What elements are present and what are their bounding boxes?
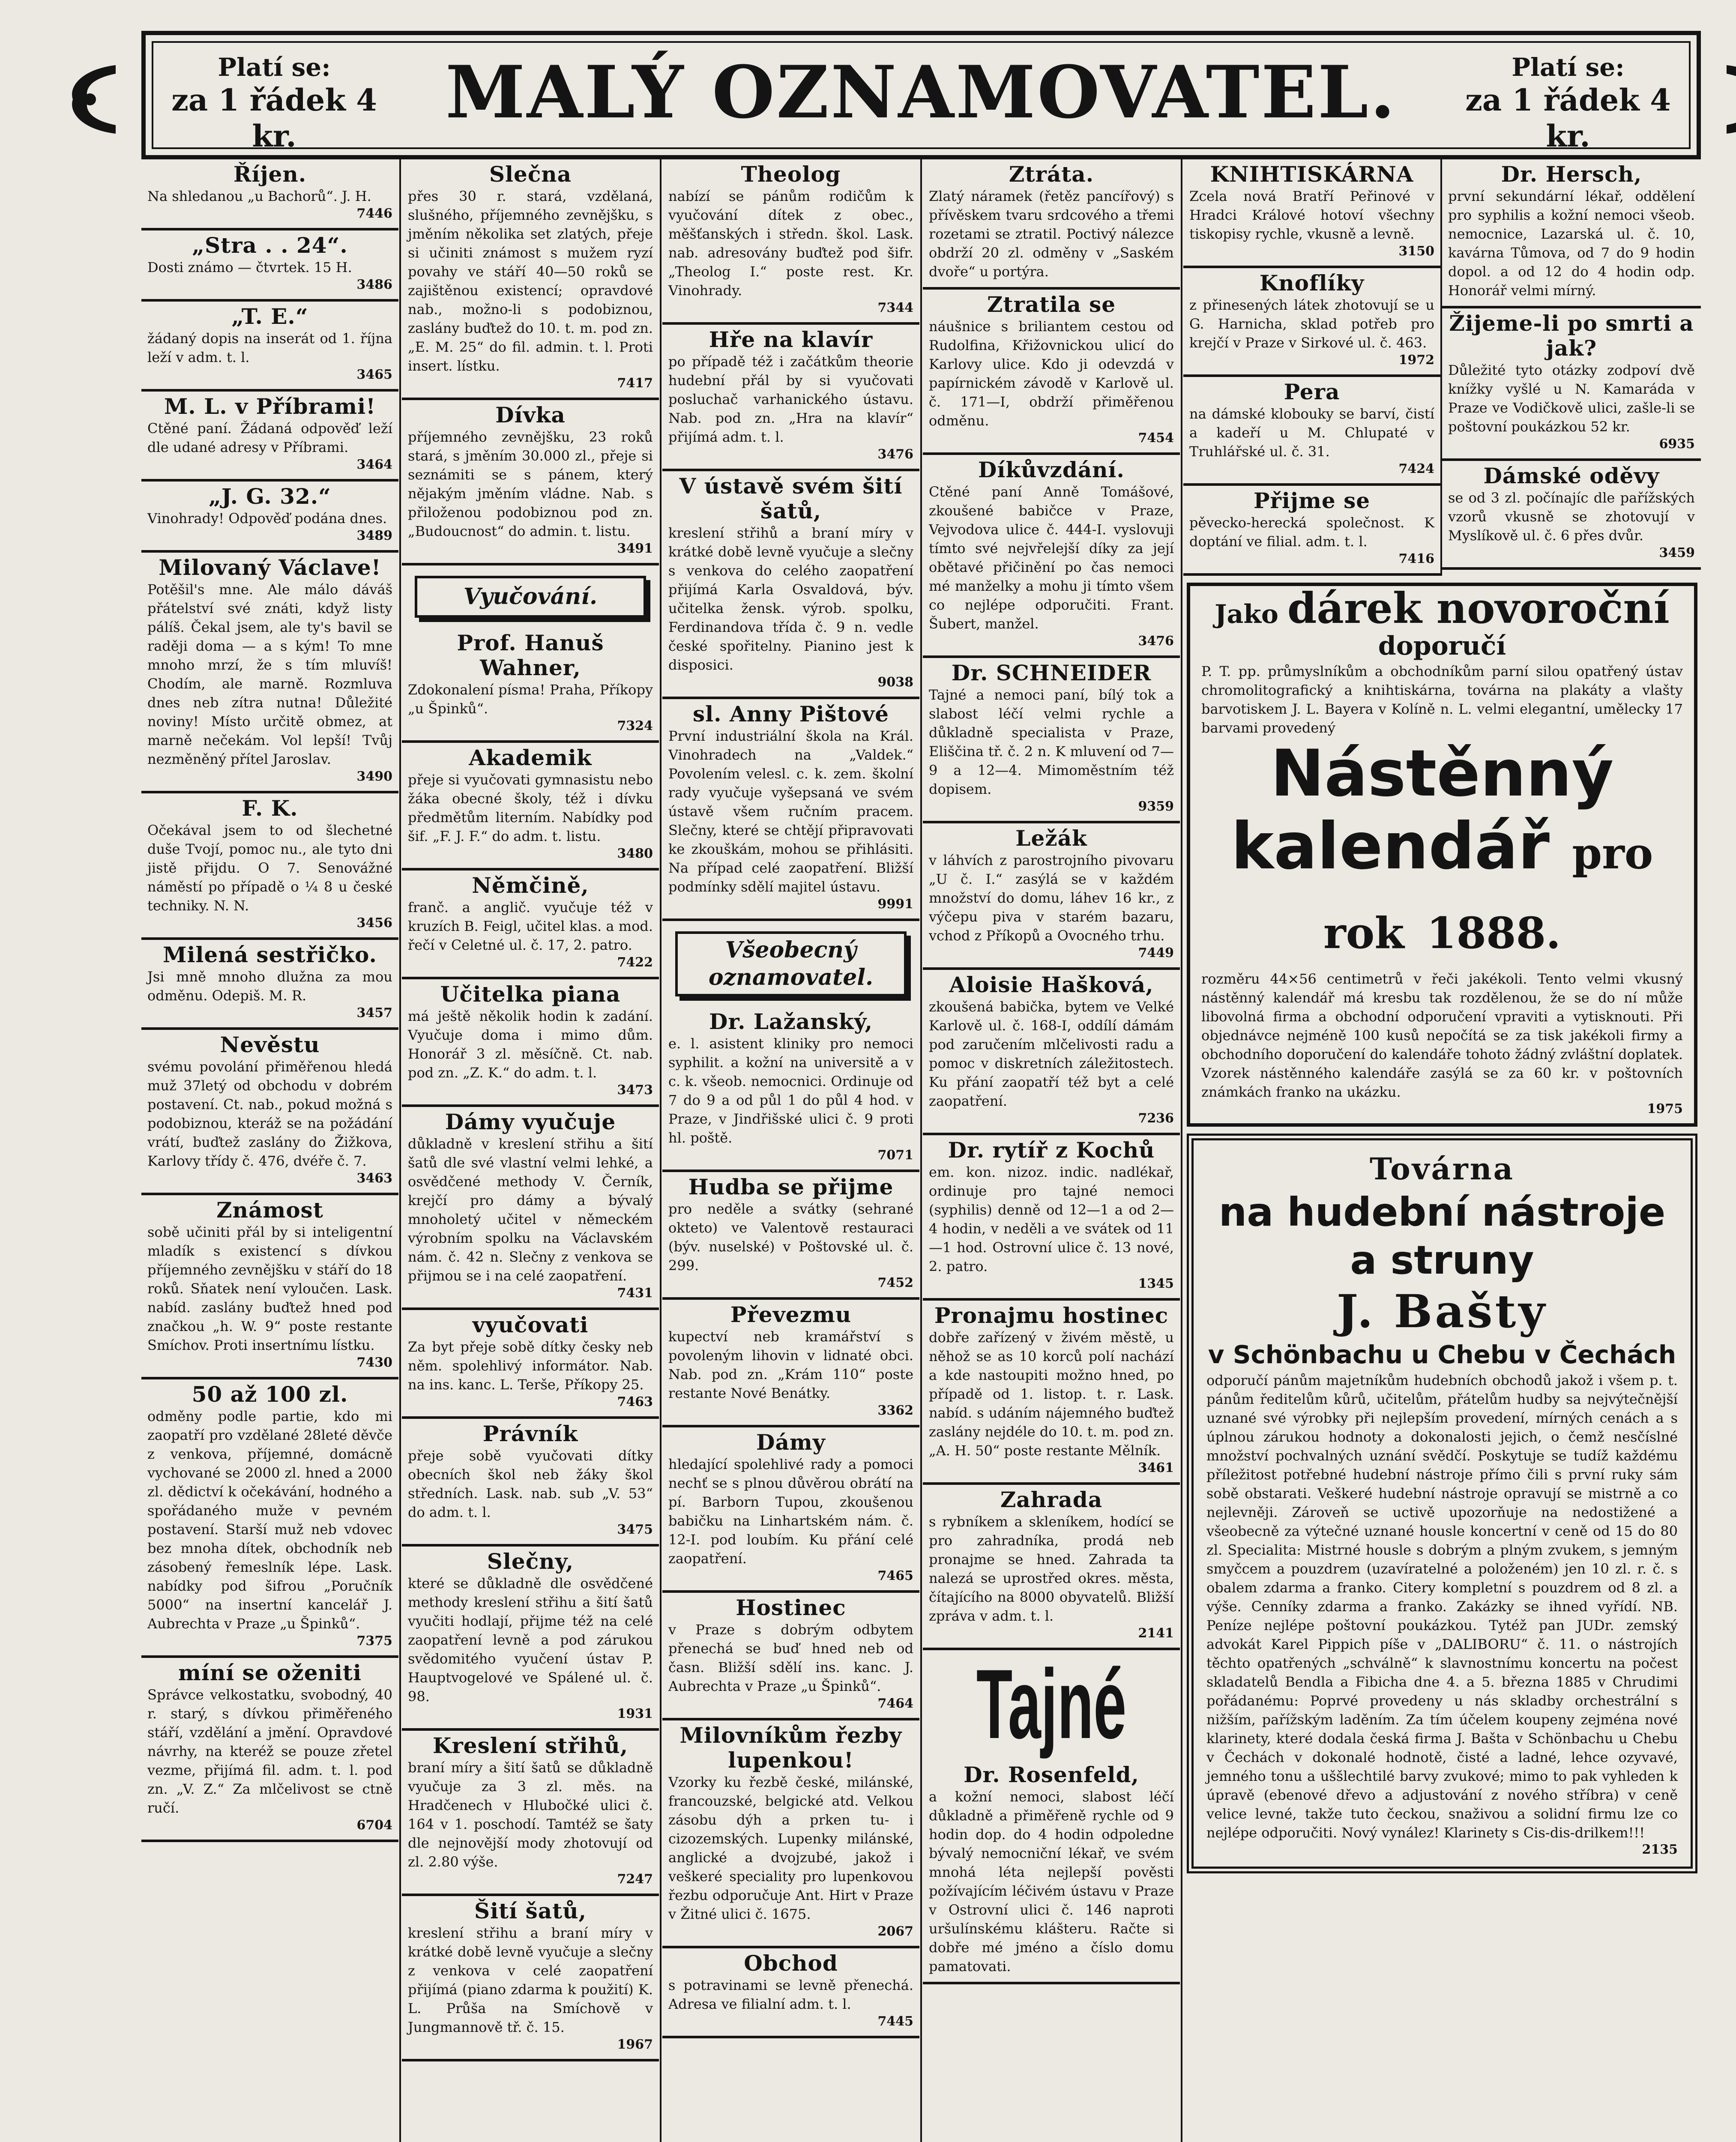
ad-text: Potěšil's mne. Ale málo dáváš přátelství své znáti, když listy pálíš. Čekal jsem, ale ty's bavil se raději doma — a s kým! To mne mnoho mrzí, že s tím mluvíš! Chodím, ale marně. Rozmluva dnes neb zítra nutna! Důležité noviny! Místo určitě obmez, at marně nečekám. Vol lepší! Tvůj nezměněný přítel Jaroslav. [147, 581, 392, 767]
ad-item [402, 400, 659, 565]
ad-number: 7430 [356, 1355, 392, 1370]
price-note-left-l2: za 1 řádek 4 kr. [171, 82, 377, 154]
ad-text: a kožní nemoci, slabost léčí důkladně a přiměřeně rychle od 9 hodin dop. do 4 hodin odpoledne bývalý nemocniční lékař, ve svém mnohá léta nejlepší pověsti požívajícím léčivém ústavu v Praze v Ostrovní ulici č. 146 naproti uršulínskému klášteru. Račte si dobře mé jméno a číslo domu pamatovati. [929, 1789, 1174, 1974]
ad-number: 6704 [356, 1818, 392, 1833]
ad-heading: Říjen. [233, 162, 307, 187]
ad-number: 3489 [356, 528, 392, 543]
ad-number: 3475 [617, 1522, 653, 1537]
ad-heading: Známost [216, 1197, 323, 1223]
ad-text: žádaný dopis na inserát od 1. října leží v adm. t. l. [147, 330, 392, 365]
factory-body: odporučí pánům majetníkům hudebních obchodů jakož i všem p. t. pánům ředitelům kůrů, učitelům, přátelům hudby sa nejvýtečnější uznané své výrobky při nejlepším provedení, mírných cenách a s úplnou zárukou hodnoty a dokonalosti jejich, o čemž nesčíslné množství pochvalných uznání svědčí. Poskytuje se tudíž každému příležitost potřebné hudební nástroje přímo čili s první ruky sám sobě obstarati. Veškeré hudební nástroje opravují se mistrně a co nejlevněji. Zároveň se uctivě upozorňuje na nedostižené a všeobecně za výtečné uznané housle koncertní v ceně od 15 do 80 zl. Specialita: Mistrné housle s dobrým a plným zvukem, s jemným smyčcem a pouzdrem (uzavíratelné a položeném) jen 10 zl. r. č. s obalem zdarma a franko. Citery kompletní s pouzdrem od 8 zl. a výše. Cenníky zdarma a franko. Zakázky se ihned vyřídí. NB. Peníze nejlépe poštovní poukázkou. Tytéž pan JUDr. zemský advokát Karel Pippich píše v „DALIBORU“ č. 11. o nástrojích těchto opatřených „schválně“ k slavnostnímu koncertu na počest skladatelů Bendla a Fibicha dne 4. a 5. března 1885 v Chrudimi pořádanému: Poprvé provedeny u nás skladby orchestrální s nižším, pařížským laděním. Za tím účelem koupeny zejména nové klarinety, které dodala česká firma J. Bašta v Schönbachu u Chebu v Čechách v dokonalé hodnotě, čisté a ladné, lehce ozyvavé, jemného tonu a uššlechtilé barvy zvukové; mimo to pak vyhleden k úpravě (ebenové dřevo a adjustování z nového stříbra) v ceně velice levné, takže tuto čeckou, snaživou a solidní firmu lze co nejlépe odporučiti. Nový vynález! Klarinety s Cis-dis-drilkem!!! [1206, 1372, 1678, 1841]
ad-heading: vyučovati [472, 1312, 589, 1337]
ad-item [402, 628, 659, 743]
ad-number: 1345 [1138, 1276, 1174, 1291]
ad-number: 3465 [356, 367, 392, 382]
ad-number: 3457 [356, 1005, 392, 1020]
ad-text: kreslení střihu a braní míry v krátké době levně vyučuje a slečny z venkova v celé zaopatření přijímá (piano zdarma k použití) K. L. Průša na Smíchově v Jungmannově tř. č. 15. [408, 1925, 653, 2035]
ornament-right-icon [1722, 61, 1736, 138]
ad-number: 7449 [1138, 945, 1174, 960]
ad-heading: Milená sestřičko. [163, 942, 377, 967]
ad-text: na dámské klobouky se barví, čistí a kadeří u M. Chlupaté v Truhlářské ul. č. 31. [1189, 406, 1434, 460]
ad-number: 7324 [617, 718, 653, 733]
ad-item [141, 392, 398, 482]
ad-text: v Praze s dobrým odbytem přenechá se buď hned neb od časn. Bližší sdělí ins. kanc. J. Aubrechta v Praze „u Špinků“. [668, 1621, 913, 1694]
ad-text: odměny podle partie, kdo mi zaopatří pro vzdělané 28leté děvče z venkova, příjemné, domácně vychované se 2000 zl. hned a 2000 zl. dědictví k očekávání, hodného a spořádaného muže v pevném postavení. Starší muž neb vdovec bez mnoha dítek, obchodník neb zásobený řemeslník lépe. Lask. nabídky pod šifrou „Poručník 5000“ na insertní kancelář J. Aubrechta v Praze „u Špinků“. [147, 1408, 392, 1632]
ad-item [662, 1427, 919, 1593]
ad-heading: Dr. Rosenfeld, [964, 1762, 1139, 1787]
ad-item [402, 1547, 659, 1731]
section-heading-line2: oznamovatel. [708, 964, 874, 990]
ad-item [402, 1107, 659, 1310]
ad-item [923, 290, 1180, 455]
ad-text: dobře zařízený v živém městě, u něhož se as 10 korců polí nachází a kde nastoupiti možno hned, po případě od 1. listop. t. r. Lask. nabíd. s udáním nájemného buďtež zaslány nejdéle do 10. t. m. pod zn. „A. H. 50“ poste restante Mělník. [929, 1329, 1174, 1459]
calendar-title: Nástěnný kalendář [1231, 736, 1614, 884]
calendar-big: dárek novoroční [1287, 584, 1670, 633]
ad-item [662, 1948, 919, 2038]
instrument-factory-advert [1187, 1134, 1697, 1873]
ad-item [923, 455, 1180, 658]
ad-item [402, 979, 659, 1107]
ad-text: Na shledanou „u Bachorů“. J. H. [147, 188, 371, 204]
price-note-left [163, 52, 386, 154]
ad-number: 3461 [1138, 1460, 1174, 1475]
ad-heading: Pronajmu hostinec [934, 1303, 1169, 1328]
ornament-left-icon [64, 61, 120, 138]
factory-title-2: na hudební nástroje a struny [1218, 1189, 1666, 1283]
ad-text: Jsi mně mnoho dlužna za mou odměnu. Odepiš. M. R. [147, 969, 392, 1004]
calendar-body-2: rozměru 44×56 centimetrů v řeči jakékoli. Tento velmi vkusný nástěnný kalendář má kresbu tak rozdělenou, že se do ní může libovolná firma a obchodní odporučení vpraviti a vytisknouti. Při objednávce nejméně 100 kusů nepočítá se za tisk jakékoli firmy a obchodního doporučení do kalendáře tohoto žádný zvláštní doplatek. Vzorek nástěnného kalendáře zasýlá se za 60 kr. v poštovních známkách franko na ukázku. [1201, 971, 1683, 1100]
ad-item [662, 471, 919, 699]
ad-number: 3476 [1138, 634, 1174, 649]
ad-heading: Ležák [1015, 826, 1087, 851]
ad-text: braní míry a šití šatů se důkladně vyučuje za 3 zl. měs. na Hradčenech v Hlubočké ulici č. 164 v 1. poschodí. Tamtéž se šaty dle nejnovější mody zhotovují od zl. 2.80 výše. [408, 1759, 653, 1870]
ad-item [141, 230, 398, 302]
column-3-teaching-ads [662, 159, 919, 921]
ad-text: se od 3 zl. počínajíc dle pařížských vzorů vkusně se zhotovují v Myslíkově ul. č. 6 přes dvůr. [1448, 490, 1695, 544]
ad-number: 3464 [356, 457, 392, 472]
ad-heading: Díkůvzdání. [978, 457, 1125, 482]
column-2-teaching-ads [402, 628, 659, 2061]
ad-text: kreslení střihů a braní míry v krátké době levně vyučuje a slečny s venkova do celého zaopatření přijímá Karla Osvaldová, býv. učitelka žensk. výrob. spolku, Ferdinandova třída č. 9 n. vedle české spořitelny. Pianino jest k disposici. [668, 525, 913, 673]
calendar-pro-rok: pro rok [1323, 828, 1653, 958]
ad-number: 7344 [877, 300, 913, 315]
ad-number: 3473 [617, 1083, 653, 1098]
ad-heading: Dámy vyučuje [445, 1109, 616, 1134]
ad-number: 1931 [617, 1706, 653, 1721]
ad-number: 1972 [1398, 353, 1434, 368]
newspaper-page [141, 31, 1701, 2142]
column-2 [402, 159, 659, 2142]
ad-text: s rybníkem a skleníkem, hodící se pro zahradníka, prodá neb pronajme se hned. Zahrada ta nalezá se uprostřed okres. města, čítajícího na 8000 obyvatelů. Bližší zpráva v adm. t. l. [929, 1514, 1174, 1624]
ad-item [1442, 308, 1701, 461]
ad-number: 7446 [356, 206, 392, 221]
ad-rosenfeld [923, 1760, 1180, 1984]
ad-item [402, 871, 659, 979]
ad-text: Zcela nová Bratří Peřinové v Hradci Králové hotoví všechny tiskopisy rychle, vkusně a levně. [1189, 188, 1434, 242]
ad-text: z přinesených látek zhotovují se u G. Harnicha, sklad potřeb pro krejčí v Praze v Sirkové ul. č. 463. [1189, 297, 1434, 351]
ad-number: 6935 [1659, 437, 1695, 452]
ad-number: 3490 [356, 769, 392, 784]
ad-heading: Kreslení střihů, [432, 1733, 628, 1758]
ad-heading: Ztráta. [1009, 162, 1094, 187]
ad-number: 7431 [617, 1286, 653, 1301]
ad-item [923, 159, 1180, 290]
ad-heading: M. L. v Příbrami! [164, 394, 376, 419]
ad-heading: KNIHTISKÁRNA [1210, 162, 1414, 187]
ad-item [1442, 461, 1701, 570]
ad-number: 7452 [877, 1275, 913, 1290]
ad-text: přeje sobě vyučovati dítky obecních škol neb žáky škol středních. Lask. nab. sub „V. 53“ do adm. t. l. [408, 1448, 653, 1520]
ad-number: 3463 [356, 1171, 392, 1186]
ad-heading: Dívka [495, 402, 566, 428]
section-heading-line1: Všeobecný [725, 937, 857, 963]
ad-text: Očekával jsem to od šlechetné duše Tvojí, pomoc nu., ale tyto dni jistě přijdu. O 7. Senovážné náměstí po případě o ¼ 8 u české techniky. N. N. [147, 822, 392, 914]
ad-text: zkoušená babička, bytem ve Velké Karlově ul. č. 168-I, oddílí dámám pod zaručením mlčelivosti radu a pomoc v diskretních záležitostech. Ku přání zaopatří též byt a celé zaopatření. [929, 999, 1174, 1109]
ad-number: 3456 [356, 915, 392, 930]
ad-text: Vinohrady! Odpověď podána dnes. [147, 510, 387, 527]
calendar-number: 1975 [1647, 1101, 1683, 1116]
column-4 [923, 159, 1180, 2142]
ad-text: Vzorky ku řezbě české, milánské, francouzské, belgické atd. Velkou zásobu dýh a prken tu- i cizozemských. Lupenky milánské, anglické a dvojzubé, jakož i veškeré speciality pro lupenkovou řezbu odporučuje Ant. Hirt v Praze v Žitné ulici č. 1675. [668, 1774, 913, 1922]
ad-item [662, 699, 919, 921]
ad-text: přes 30 r. stará, vzdělaná, slušného, příjemného zevnějšku, s jměním několika set zlatých, přeje si učiniti známost s mužem ryzí povahy ve stáří 40—50 roků se zajištěnou existencí; opravdové nab., možno-li s podobiznou, zaslány buďtež do 10. t. m. pod zn. „E. M. 25“ do fil. admin. t. l. Proti insert. lístku. [408, 188, 653, 374]
ad-text: Zdokonalení písma! Praha, Příkopy „u Špinků“. [408, 682, 653, 717]
ad-number: 2141 [1138, 1626, 1174, 1641]
ad-number: 9359 [1138, 799, 1174, 814]
ad-text: em. kon. nizoz. indic. nadlékař, ordinuje pro tajné nemoci (syphilis) denně od 12—1 a od 2—4 hodin, v neděli a ve svátek od 11—1 hod. Ostrovní ulice č. 13 nové, 2. patro. [929, 1164, 1174, 1274]
ad-item [662, 1720, 919, 1948]
section-heading-vseobecny [675, 931, 907, 996]
ad-text: přeje si vyučovati gymnasistu nebo žáka obecné školy, též i dívku předmětům literním. Nabídky pod šif. „F. J. F.“ do adm. t. listu. [408, 772, 653, 844]
ad-item [923, 1301, 1180, 1485]
ad-text: první sekundární lékař, oddělení pro syphilis a kožní nemoci všeob. nemocnice, Lazarská ul. č. 10, kavárna Tůmova, od 7 do 9 hodin dopol. a od 12 do 4 hodin odp. Honorář velmi mírný. [1448, 188, 1695, 299]
ad-text: Správce velkostatku, svobodný, 40 r. starý, s dívkou přiměřeného stáří, vzdělání a jmění. Opravdové návrhy, na kteréž se pouze zřetel vezme, přijímá fil. adm. t. l. pod zn. „V. Z.“ Za mlčelivost se ctně ručí. [147, 1687, 392, 1816]
ad-text: Dosti známo — čtvrtek. 15 H. [147, 259, 352, 275]
ad-text: Ctěné paní. Žádaná odpověď leží dle udané adresy v Příbrami. [147, 420, 392, 455]
ad-text: svému povolání přiměřenou hledá muž 37letý od obchodu v dobrém postavení. Ct. nab., pokud možná s podobiznou, kteráž se na požádání vrátí, buďtež zaslány do Žižkova, Karlovy třídy č. 476, dvéře č. 7. [147, 1059, 392, 1169]
ad-number: 7375 [356, 1633, 392, 1648]
ad-item [141, 1658, 398, 1842]
ad-heading: „T. E.“ [231, 304, 308, 329]
ad-number: 7071 [877, 1148, 913, 1163]
ad-heading: „J. G. 32.“ [209, 484, 331, 509]
ad-item [662, 1593, 919, 1720]
ad-number: 3491 [617, 541, 653, 556]
ad-text: pěvecko-herecká společnost. K doptání ve filial. adm. t. l. [1189, 515, 1434, 550]
ad-item [402, 1896, 659, 2061]
ad-text: Ctěné paní Anně Tomášové, zkoušené babičce v Praze, Vejvodova ulice č. 444-I. vyslovuji tímto své nejvřelejší díky za její obětavé přičinění po čas nemoci mé manželky a mohu ji tímto všem co nejlépe odporučiti. Frant. Šubert, manžel. [929, 484, 1174, 632]
ad-text: po případě též i začátkům theorie hudební přál by si vyučovati posluchač varhanického ústavu. Nab. pod zn. „Hra na klavír“ přijímá adm. t. l. [668, 353, 913, 445]
ad-number: 7416 [1398, 551, 1434, 566]
ad-number: 1967 [617, 2037, 653, 2052]
factory-title-3: J. Bašty [1336, 1284, 1548, 1338]
ad-text: Za byt přeje sobě dítky česky neb něm. spolehlivý informátor. Nab. na ins. kanc. L. Terše, Příkopy 25. [408, 1339, 653, 1393]
ad-item [141, 1195, 398, 1379]
ad-heading: Hudba se přijme [688, 1174, 894, 1200]
ad-heading: Hostinec [736, 1595, 846, 1620]
ad-item [1183, 159, 1440, 268]
ad-text: pro neděle a svátky (sehrané okteto) ve Valentově restauraci (býv. nuselské) v Poštovské ul. č. 299. [668, 1201, 913, 1274]
ad-item [402, 743, 659, 871]
ad-item [402, 1731, 659, 1896]
ad-item [402, 1419, 659, 1547]
ad-number: 7464 [877, 1696, 913, 1711]
factory-title-4: v Schönbachu u Chebu v Čechách [1208, 1340, 1676, 1369]
ad-heading: „Stra . . 24“. [192, 233, 348, 258]
ad-number: 7463 [617, 1394, 653, 1409]
column-2-personal-ads [402, 159, 659, 565]
ad-item [662, 159, 919, 325]
ad-item [141, 1379, 398, 1658]
ad-heading: Milovaný Václave! [159, 555, 381, 580]
masthead [141, 31, 1701, 159]
ad-text: Důležité tyto otázky zodpoví dvě knížky vyšlé u N. Kamaráda v Praze ve Vodičkově ulici, zašle-li se poštovní poukázkou 52 kr. [1448, 362, 1695, 435]
ad-text: Tajné a nemoci paní, bílý tok a slabost léčí velmi rychle a důkladně specialista v Praze, Eliščina tř. č. 2 n. K mluvení od 7—9 a 12—4. Mimoměstním též dopisem. [929, 687, 1174, 797]
ad-number: 3150 [1398, 244, 1434, 259]
column-3-general-ads [662, 1007, 919, 2038]
ad-heading: Dámy [756, 1430, 826, 1455]
ad-item [141, 302, 398, 392]
ad-heading: Dámské oděvy [1483, 463, 1660, 488]
section-heading-vyucovani: Vyučování. [415, 576, 646, 618]
ad-heading: Nevěstu [220, 1032, 320, 1057]
ad-number: 7424 [1398, 461, 1434, 476]
ad-heading: Akademik [469, 745, 592, 770]
ad-text: e. l. asistent kliniky pro nemoci syphilit. a kožní na universitě a v c. k. všeob. nemocnici. Ordinuje od 7 do 9 a od půl 1 do půl 4 hod. v Praze, v Jindřišské ulici č. 9 proti hl. poště. [668, 1035, 913, 1146]
ad-item [923, 970, 1180, 1135]
ad-heading: Ztratila se [987, 292, 1116, 317]
ad-number: 7247 [617, 1872, 653, 1887]
ad-heading: F. K. [242, 796, 298, 821]
ad-number: 7465 [877, 1568, 913, 1583]
ad-item [141, 553, 398, 793]
ad-number: 9991 [877, 897, 913, 912]
ad-number: 2067 [877, 1924, 913, 1939]
ad-text: Zlatý náramek (řetěz pancířový) s přívěskem tvaru srdcového a třemi rozetami se ztratil. Poctivý nálezce obdrží 20 zl. odměny v „Saském dvoře“ u portýra. [929, 188, 1174, 280]
ad-heading: 50 až 100 zl. [192, 1382, 348, 1407]
ad-heading: Šití šatů, [474, 1898, 587, 1924]
ad-heading: Němčině, [472, 873, 589, 898]
ad-item [402, 1310, 659, 1419]
ad-number: 7417 [617, 376, 653, 391]
ad-text: příjemného zevnějšku, 23 roků stará, s jměním 30.000 zl., přeje si seznámiti se s pánem, který nějakým jměním vládne. Nab. s přiloženou podobiznou pod zn. „Budoucnost“ do admin. t. listu. [408, 429, 653, 539]
price-note-right-l2: za 1 řádek 4 kr. [1465, 82, 1671, 154]
ad-number: 9038 [877, 675, 913, 690]
ad-heading: Právník [482, 1421, 578, 1446]
ad-number: 3476 [877, 447, 913, 462]
ad-heading: Slečna [489, 162, 572, 187]
ad-item [1183, 268, 1440, 377]
ad-item [141, 940, 398, 1030]
ad-heading: Prof. Hanuš Wahner, [457, 630, 604, 680]
ad-text: franč. a anglič. vyučuje též v kruzích B. Feigl, učitel klas. a mod. řečí v Celetné ul. č. 17, 2. patro. [408, 899, 653, 953]
ad-heading: Obchod [744, 1951, 838, 1976]
calendar-advert [1187, 583, 1697, 1127]
ad-text: hledající spolehlivé rady a pomoci nechť se s plnou důvěrou obrátí na pí. Barborn Tupou, zkoušenou babičku na Linhartském nám. č. 12-I. pod loubím. Ku přání celé zaopatření. [668, 1456, 913, 1567]
tajne-display-heading: Tajné [976, 1649, 1127, 1759]
ad-item [1442, 159, 1701, 308]
masthead-title: MALÝ OZNAMOVATEL. [445, 50, 1397, 135]
ad-heading: V ústavě svém šití šatů, [679, 473, 903, 524]
ad-heading: Dr. rytíř z Kochů [948, 1137, 1155, 1163]
ad-text: s potravinami se levně přenechá. Adresa ve filialní adm. t. l. [668, 1977, 913, 2012]
calendar-pre: Jako [1215, 599, 1278, 629]
price-note-right-l1: Platí se: [1512, 53, 1625, 82]
ad-heading: Zahrada [1000, 1487, 1103, 1512]
factory-title-1: Továrna [1370, 1151, 1515, 1187]
ad-item [1183, 377, 1440, 486]
ad-item [923, 823, 1180, 970]
ad-item [662, 325, 919, 471]
ad-number: 7236 [1138, 1111, 1174, 1126]
ad-item [662, 1300, 919, 1427]
ad-item [141, 793, 398, 940]
ad-heading: Aloisie Hašková, [949, 972, 1154, 997]
ad-number: 7445 [877, 2014, 913, 2029]
ad-heading: Knoflíky [1259, 270, 1365, 296]
ad-heading: Theolog [741, 162, 841, 187]
ad-heading: Dr. SCHNEIDER [951, 660, 1152, 685]
calendar-year: 1888. [1426, 908, 1561, 958]
ad-item [923, 1485, 1180, 1650]
ad-item [141, 1030, 398, 1195]
ad-item [662, 1172, 919, 1300]
calendar-headline [1201, 584, 1683, 662]
ad-item [923, 658, 1180, 823]
ad-heading: Pera [1284, 379, 1340, 404]
column-3 [662, 159, 919, 2142]
ad-item [402, 159, 659, 400]
ad-text: sobě učiniti přál by si inteligentní mladík s existencí s dívkou příjemného zevnějšku v stáří do 18 roků. Sňatek není vyloučen. Lask. nabíd. zaslány buďtež hned pod značkou „h. W. 9“ poste restante Smíchov. Proti insertnímu lístku. [147, 1224, 392, 1353]
ad-item [1183, 486, 1440, 576]
calendar-post: doporučí [1378, 631, 1506, 661]
ad-item [662, 1007, 919, 1172]
column-1 [141, 159, 398, 2142]
ad-number: 7454 [1138, 431, 1174, 446]
ad-text: v láhvích z parostrojního pivovaru „U č. I.“ zasýlá se v každém množství do domu, láhev 16 kr., z výčepu piva v starém bazaru, vchod z Příkopů a Ovocného trhu. [929, 852, 1174, 944]
ad-item [923, 1135, 1180, 1301]
ad-heading: míní se oženiti [178, 1660, 362, 1685]
column-5-left-ads [1183, 159, 1442, 576]
ad-heading: Hře na klavír [709, 327, 873, 352]
ad-item [141, 159, 398, 230]
ad-number: 3459 [1659, 545, 1695, 560]
ad-heading: sl. Anny Pištové [693, 701, 889, 727]
column-5 [1183, 159, 1701, 2142]
ad-heading: Přijme se [1253, 488, 1371, 513]
ad-number: 7422 [617, 955, 653, 970]
ad-text: důkladně v kreslení střihu a šití šatů dle své vlastní velmi lehké, a osvědčené methody V. Černík, krejčí pro dámy a bývalý mnoholetý učitel v německém výrobním spolku na Václavském nám. č. 42 n. Slečny z venkova se přijmou se i na celé zaopatření. [408, 1136, 653, 1284]
ad-text: má ještě několik hodin k zadání. Vyučuje doma i mimo dům. Honorář 3 zl. měsíčně. Ct. nab. pod zn. „Z. K.“ do adm. t. l. [408, 1008, 653, 1081]
ad-text: První industriální škola na Král. Vinohradech na „Valdek.“ Povolením velesl. c. k. zem. školní rady vyučuje vyšepsaná ve svém ústavě všem ručním pracem. Slečny, které se chtějí připravovati ke zkouškám, mohou se přihlásiti. Na případ celé zaopatření. Bližší podmínky sdělí majitel ústavu. [668, 728, 913, 895]
ad-heading: Dr. Hersch, [1501, 162, 1642, 187]
calendar-title-line [1201, 737, 1683, 969]
ad-number: 3362 [877, 1403, 913, 1418]
calendar-body-1: P. T. pp. průmyslníkům a obchodníkům parní silou opatřený ústav chromolitografický a knihtiskárna, továrna na plakáty a vlašty barvotiskem J. L. Bayera v Kolíně n. L. velmi elegantní, umělecky 17 barvami provedený [1201, 663, 1683, 736]
column-4-ads [923, 159, 1180, 1650]
ad-text: kupectví neb kramářství s povoleným lihovin v lidnaté obci. Nab. pod zn. „Krám 110“ poste restante Nové Benátky. [668, 1328, 913, 1401]
price-note-left-l1: Platí se: [218, 53, 331, 82]
price-note-right [1457, 52, 1679, 154]
ad-heading: Žijeme-li po smrti a jak? [1449, 311, 1694, 361]
column-5-top-ads [1183, 159, 1701, 576]
ad-heading: Dr. Lažanský, [709, 1009, 873, 1034]
ad-heading: Slečny, [487, 1549, 574, 1574]
ad-text: které se důkladně dle osvědčené methody kreslení střihu a šití šatů vyučiti hodlají, přijme též na celé zaopatření levně a pod zárukou svědomitého vyučení ústav P. Hauptvogelové ve Spálené ul. č. 98. [408, 1575, 653, 1705]
ad-heading: Milovníkům řezby lupenkou! [679, 1723, 902, 1773]
ad-heading: Převezmu [730, 1302, 852, 1327]
column-5-right-ads [1442, 159, 1701, 576]
ad-heading: Učitelka piana [440, 981, 621, 1007]
factory-number: 2135 [1642, 1842, 1678, 1857]
ad-number: 3486 [356, 277, 392, 292]
ad-text: nabízí se pánům rodičům k vyučování dítek z obec., měšťanských i středn. škol. Lask. nab. adresovány buďtež pod šifr. „Theolog I.“ poste rest. Kr. Vinohrady. [668, 188, 913, 299]
ad-text: náušnice s briliantem cestou od Rudolfina, Křižovnickou ulicí do Karlovy ulice. Kdo ji odevzdá v papírnickém závodě v Karlově ul. č. 171—I, obdrží přiměřenou odměnu. [929, 318, 1174, 429]
ad-number: 3480 [617, 846, 653, 861]
ad-item [141, 482, 398, 553]
ad-columns [141, 159, 1701, 2142]
